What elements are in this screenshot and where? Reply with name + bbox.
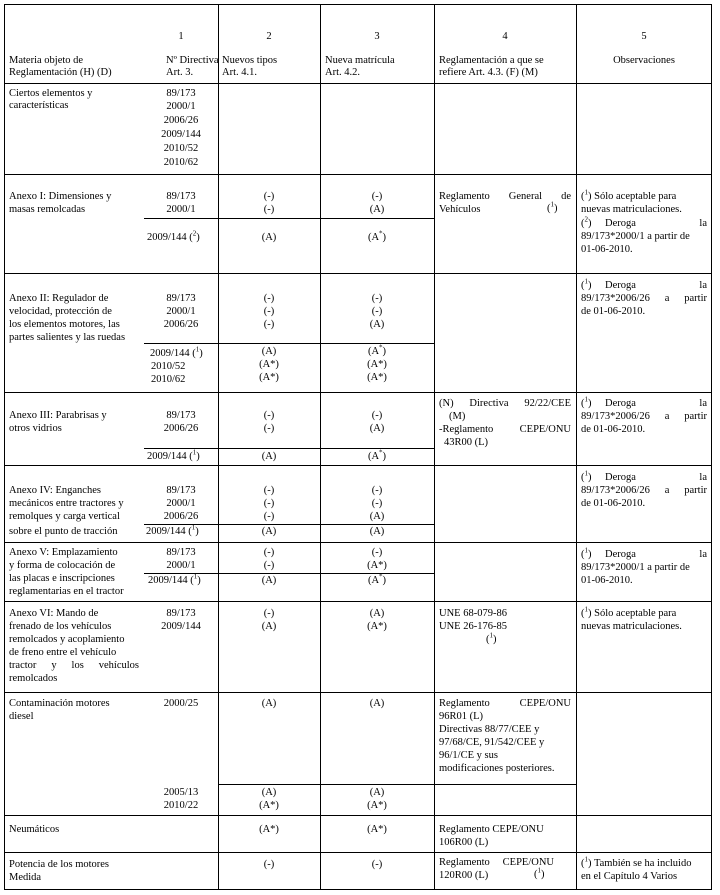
new-types-value: (-) bbox=[263, 859, 275, 870]
header-new-types: Nuevos tipos bbox=[222, 55, 278, 66]
new-types-value: (-) bbox=[263, 204, 275, 215]
new-registration-value: (A*) bbox=[367, 572, 387, 586]
subject-text: remolcados bbox=[9, 673, 58, 684]
directive-number: 2010/52 bbox=[163, 143, 199, 154]
subject-text: otros vidrios bbox=[9, 423, 62, 434]
regulation-text: Reglamento General de bbox=[439, 191, 571, 202]
new-registration-value: (A) bbox=[369, 319, 385, 330]
observation-text: ($^2$) Deroga la bbox=[581, 215, 707, 229]
col-divider bbox=[434, 4, 435, 890]
new-types-value: (A*) bbox=[259, 372, 279, 383]
col-number: 3 bbox=[374, 31, 380, 42]
new-types-value: (-) bbox=[263, 319, 275, 330]
subject-text: los elementos motores, las bbox=[9, 319, 120, 330]
directive-number: 89/173 bbox=[166, 608, 196, 619]
new-registration-value: (A*) bbox=[367, 343, 387, 357]
subject-text: Anexo VI: Mando de bbox=[9, 608, 99, 619]
regulation-text: -Reglamento CEPE/ONU bbox=[439, 424, 571, 435]
row-divider bbox=[4, 692, 712, 693]
observation-text: nuevas matriculaciones. bbox=[581, 621, 682, 632]
directive-number: 89/173 bbox=[166, 88, 196, 99]
header-regulation: Reglamentación a que se bbox=[439, 55, 544, 66]
new-types-value: (-) bbox=[263, 547, 275, 558]
observation-text: nuevas matriculaciones. bbox=[581, 204, 682, 215]
directive-number: 2000/1 bbox=[166, 560, 196, 571]
new-registration-value: (A*) bbox=[367, 800, 387, 811]
subrow-divider bbox=[144, 524, 434, 525]
regulation-text: 120R00 (L) bbox=[439, 870, 489, 881]
directive-number: 2000/1 bbox=[166, 306, 196, 317]
directive-number: 2010/52 bbox=[151, 361, 186, 372]
row-divider bbox=[4, 815, 712, 816]
new-types-value: (A*) bbox=[259, 824, 279, 835]
row-divider bbox=[4, 601, 712, 602]
observation-text: de 01-06-2010. bbox=[581, 424, 646, 435]
subrow-divider bbox=[144, 573, 434, 574]
subject-text: diesel bbox=[9, 711, 34, 722]
new-types-value: (A) bbox=[261, 575, 277, 586]
subject-text: Ciertos elementos y bbox=[9, 88, 93, 99]
subject-text: velocidad, protección de bbox=[9, 306, 112, 317]
new-types-value: (-) bbox=[263, 485, 275, 496]
subject-text: Medida bbox=[9, 872, 42, 883]
new-registration-value: (-) bbox=[371, 485, 383, 496]
subject-text: mecánicos entre tractores y bbox=[9, 498, 124, 509]
observation-text: ($^1$) También se ha incluido bbox=[581, 855, 692, 869]
footnote-ref: ($^1$) bbox=[547, 200, 558, 214]
new-types-value: (-) bbox=[263, 511, 275, 522]
header-subject: Materia objeto de bbox=[9, 55, 84, 66]
new-types-value: (A) bbox=[261, 526, 277, 537]
observation-text: 89/173*2000/1 a partir de bbox=[581, 562, 690, 573]
directive-number: 89/173 bbox=[166, 191, 196, 202]
new-registration-value: (A) bbox=[369, 698, 385, 709]
subject-text: frenado de los vehículos bbox=[9, 621, 112, 632]
observation-text: en el Capítulo 4 Varios bbox=[581, 871, 678, 882]
new-types-value: (-) bbox=[263, 293, 275, 304]
directive-number: 2009/144 ($^1$) bbox=[146, 523, 199, 537]
regulation-text: 43R00 (L) bbox=[444, 437, 489, 448]
regulation-text: 96/1/CE y sus bbox=[439, 750, 498, 761]
subject-text: Anexo II: Regulador de bbox=[9, 293, 109, 304]
regulation-text: 96R01 (L) bbox=[439, 711, 484, 722]
new-registration-value: (A) bbox=[369, 204, 385, 215]
subject-text: y forma de colocación de bbox=[9, 560, 116, 571]
regulation-text: UNE 26-176-85 bbox=[439, 621, 507, 632]
observation-text: ($^1$) Deroga la bbox=[581, 546, 707, 560]
regulation-text: 97/68/CE, 91/542/CEE y bbox=[439, 737, 545, 748]
observation-text: 89/173*2006/26 a partir bbox=[581, 293, 707, 304]
subject-text: de freno entre el vehículo bbox=[9, 647, 117, 658]
regulation-text: (N) Directiva 92/22/CEE bbox=[439, 398, 571, 409]
header-regulation: refiere Art. 4.3. (F) (M) bbox=[439, 67, 538, 78]
observation-text: de 01-06-2010. bbox=[581, 306, 646, 317]
directive-number: 2000/1 bbox=[166, 101, 196, 112]
new-types-value: (A) bbox=[261, 787, 277, 798]
new-registration-value: (A*) bbox=[367, 560, 387, 571]
observation-text: ($^1$) Deroga la bbox=[581, 277, 707, 291]
subrow-divider bbox=[144, 448, 434, 449]
new-registration-value: (A*) bbox=[367, 229, 387, 243]
new-registration-value: (A) bbox=[369, 511, 385, 522]
col-divider bbox=[576, 4, 577, 890]
observation-text: 01-06-2010. bbox=[581, 244, 633, 255]
regulation-text: modificaciones posteriores. bbox=[439, 763, 555, 774]
regulation-text: (M) bbox=[449, 411, 466, 422]
directive-number: 2005/13 bbox=[163, 787, 199, 798]
new-types-value: (-) bbox=[263, 191, 275, 202]
subject-text: remolques y carga vertical bbox=[9, 511, 120, 522]
regulation-text: UNE 68-079-86 bbox=[439, 608, 507, 619]
directive-number: 89/173 bbox=[166, 485, 196, 496]
new-registration-value: (A) bbox=[369, 608, 385, 619]
col-divider bbox=[320, 4, 321, 890]
new-registration-value: (-) bbox=[371, 293, 383, 304]
row-divider bbox=[4, 174, 712, 175]
subrow-divider bbox=[144, 218, 434, 219]
directive-number: 2010/62 bbox=[151, 374, 186, 385]
new-types-value: (-) bbox=[263, 423, 275, 434]
observation-text: 89/173*2006/26 a partir bbox=[581, 411, 707, 422]
new-types-value: (A) bbox=[261, 346, 277, 357]
new-registration-value: (-) bbox=[371, 191, 383, 202]
subject-text: Anexo IV: Enganches bbox=[9, 485, 101, 496]
subject-text: las placas e inscripciones bbox=[9, 573, 115, 584]
footnote-ref: ($^1$) bbox=[534, 866, 545, 880]
new-types-value: (A*) bbox=[259, 359, 279, 370]
directive-number: 2000/1 bbox=[166, 498, 196, 509]
new-registration-value: (A*) bbox=[367, 621, 387, 632]
subject-text: reglamentarias en el tractor bbox=[9, 586, 124, 597]
subject-text: partes salientes y las ruedas bbox=[9, 332, 126, 343]
observation-text: 89/173*2000/1 a partir de bbox=[581, 231, 690, 242]
row-divider bbox=[4, 542, 712, 543]
new-registration-value: (-) bbox=[371, 306, 383, 317]
header-new-registration: Art. 4.2. bbox=[325, 67, 360, 78]
directive-number: 89/173 bbox=[166, 547, 196, 558]
subject-text: remolcados y acoplamiento bbox=[9, 634, 125, 645]
new-types-value: (-) bbox=[263, 608, 275, 619]
col-number: 4 bbox=[502, 31, 508, 42]
observation-text: ($^1$) Deroga la bbox=[581, 469, 707, 483]
new-registration-value: (A) bbox=[369, 423, 385, 434]
col-divider bbox=[218, 4, 219, 890]
directive-number: 2009/144 ($^1$) bbox=[148, 572, 201, 586]
new-types-value: (-) bbox=[263, 560, 275, 571]
observation-text: 01-06-2010. bbox=[581, 575, 633, 586]
directive-number: 89/173 bbox=[166, 293, 196, 304]
new-types-value: (A) bbox=[261, 451, 277, 462]
header-new-types: Art. 4.1. bbox=[222, 67, 257, 78]
directive-number: 2009/144 ($^1$) bbox=[150, 345, 203, 359]
regulation-text: Reglamento CEPE/ONU bbox=[439, 857, 554, 868]
new-registration-value: (-) bbox=[371, 410, 383, 421]
directive-number: 2006/26 bbox=[163, 511, 199, 522]
subject-text: Potencia de los motores bbox=[9, 859, 110, 870]
subject-text: Anexo V: Emplazamiento bbox=[9, 547, 118, 558]
row-divider bbox=[4, 392, 712, 393]
regulation-text: 106R00 (L) bbox=[439, 837, 489, 848]
subject-text: características bbox=[9, 100, 69, 111]
new-types-value: (A) bbox=[261, 232, 277, 243]
directive-number: 2000/25 bbox=[163, 698, 199, 709]
header-observations: Observaciones bbox=[613, 55, 675, 66]
new-registration-value: (A*) bbox=[367, 824, 387, 835]
regulation-text: Directivas 88/77/CEE y bbox=[439, 724, 540, 735]
new-registration-value: (A*) bbox=[367, 448, 387, 462]
new-registration-value: (-) bbox=[371, 859, 383, 870]
subrow-divider bbox=[144, 343, 434, 344]
directive-number: 2000/1 bbox=[166, 204, 196, 215]
new-types-value: (A) bbox=[261, 621, 277, 632]
directive-number: 2009/144 ($^1$) bbox=[147, 448, 200, 462]
col-number: 1 bbox=[178, 31, 184, 42]
regulation-text: Vehículos bbox=[439, 204, 481, 215]
footnote-ref: ($^1$) bbox=[486, 631, 497, 645]
observation-text: 89/173*2006/26 a partir bbox=[581, 485, 707, 496]
observation-text: ($^1$) Sólo aceptable para bbox=[581, 188, 677, 202]
directive-number: 2010/22 bbox=[163, 800, 199, 811]
col-number: 2 bbox=[266, 31, 272, 42]
directive-number: 2006/26 bbox=[163, 423, 199, 434]
directive-number: 2009/144 ($^2$) bbox=[147, 229, 200, 243]
subject-text: Anexo I: Dimensiones y bbox=[9, 191, 112, 202]
observation-text: ($^1$) Deroga la bbox=[581, 395, 707, 409]
header-new-registration: Nueva matrícula bbox=[325, 55, 395, 66]
directive-number: 89/173 bbox=[166, 410, 196, 421]
subject-text: Anexo III: Parabrisas y bbox=[9, 410, 107, 421]
new-types-value: (-) bbox=[263, 306, 275, 317]
new-registration-value: (-) bbox=[371, 547, 383, 558]
row-divider bbox=[4, 273, 712, 274]
directive-number: 2009/144 bbox=[161, 129, 201, 140]
row-divider bbox=[4, 852, 712, 853]
row-divider bbox=[4, 465, 712, 466]
row-divider bbox=[4, 83, 712, 84]
directive-number: 2006/26 bbox=[163, 319, 199, 330]
new-registration-value: (-) bbox=[371, 498, 383, 509]
header-subject: Reglamentación (H) (D) bbox=[9, 67, 112, 78]
subject-text: tractor y los vehículos bbox=[9, 660, 139, 671]
col-number: 5 bbox=[641, 31, 647, 42]
subject-text: masas remolcadas bbox=[9, 204, 86, 215]
header-directive: Nº Directiva bbox=[166, 55, 219, 66]
directive-number: 2006/26 bbox=[163, 115, 199, 126]
subject-text: Contaminación motores bbox=[9, 698, 110, 709]
subrow-divider bbox=[218, 784, 576, 785]
directive-number: 2010/62 bbox=[163, 157, 199, 168]
new-types-value: (-) bbox=[263, 410, 275, 421]
observation-text: de 01-06-2010. bbox=[581, 498, 646, 509]
new-types-value: (A) bbox=[261, 698, 277, 709]
subject-text: sobre el punto de tracción bbox=[9, 526, 118, 537]
header-directive: Art. 3. bbox=[166, 67, 194, 78]
observation-text: ($^1$) Sólo aceptable para bbox=[581, 605, 677, 619]
new-types-value: (A*) bbox=[259, 800, 279, 811]
new-registration-value: (A) bbox=[369, 787, 385, 798]
regulation-text: Reglamento CEPE/ONU bbox=[439, 698, 571, 709]
subject-text: Neumáticos bbox=[9, 824, 60, 835]
regulation-text: Reglamento CEPE/ONU bbox=[439, 824, 544, 835]
new-registration-value: (A*) bbox=[367, 372, 387, 383]
directive-number: 2009/144 bbox=[161, 621, 201, 632]
new-registration-value: (A*) bbox=[367, 359, 387, 370]
new-registration-value: (A) bbox=[369, 526, 385, 537]
new-types-value: (-) bbox=[263, 498, 275, 509]
regulation-table bbox=[4, 4, 712, 890]
